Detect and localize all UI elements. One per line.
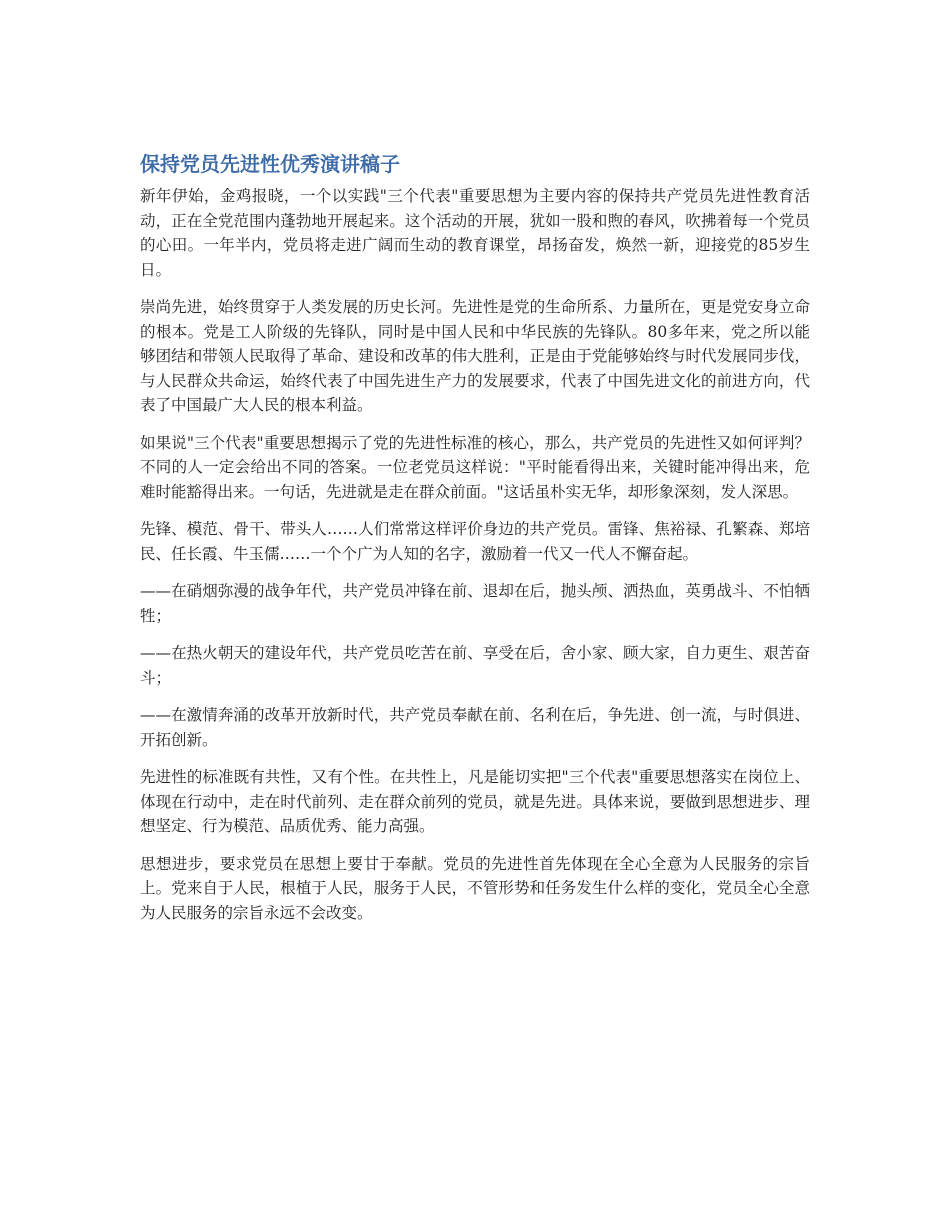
paragraph-reform-era: ——在激情奔涌的改革开放新时代，共产党员奉献在前、名利在后，争先进、创一流，与时俱进、开拓创新。: [140, 706, 810, 749]
paragraph-intro: 新年伊始，金鸡报晓，一个以实践"三个代表"重要思想为主要内容的保持共产党员先进性教育活动，正在全党范围内蓬勃地开展起来。这个活动的开展，犹如一股和煦的春风，吹拂着每一个党员的心田。一年半内，党员将走进广阔而生动的教育课堂，昂扬奋发，焕然一新，迎接党的85岁生日。: [140, 187, 810, 279]
document-title: 保持党员先进性优秀演讲稿子: [140, 152, 400, 176]
paragraph-evaluation: 如果说"三个代表"重要思想揭示了党的先进性标准的核心，那么，共产党员的先进性又如何评判？不同的人一定会给出不同的答案。一位老党员这样说："平时能看得出来，关键时能冲得出来，危难时能豁得出来。一句话，先进就是走在群众前面。"这话虽朴实无华，却形象深刻，发人深思。: [140, 433, 810, 501]
paragraph-ideological-progress: 思想进步，要求党员在思想上要甘于奉献。党员的先进性首先体现在全心全意为人民服务的宗旨上。党来自于人民，根植于人民，服务于人民，不管形势和任务发生什么样的变化，党员全心全意为人民服务的宗旨永远不会改变。: [140, 854, 810, 922]
paragraph-standards: 先进性的标准既有共性，又有个性。在共性上，凡是能切实把"三个代表"重要思想落实在岗位上、体现在行动中，走在时代前列、走在群众前列的党员，就是先进。具体来说，要做到思想进步、理想坚定、行为模范、品质优秀、能力高强。: [140, 768, 810, 835]
paragraph-role-models: 先锋、模范、骨干、带头人……人们常常这样评价身边的共产党员。雷锋、焦裕禄、孔繁森、郑培民、任长霞、牛玉儒……一个个广为人知的名字，激励着一代又一代人不懈奋起。: [140, 520, 810, 563]
paragraph-advanced-nature: 崇尚先进，始终贯穿于人类发展的历史长河。先进性是党的生命所系、力量所在，更是党安身立命的根本。党是工人阶级的先锋队，同时是中国人民和中华民族的先锋队。80多年来，党之所以能够团结和带领人民取得了革命、建设和改革的伟大胜利，正是由于党能够始终与时代发展同步伐，与人民群众共命运，始终代表了中国先进生产力的发展要求，代表了中国先进文化的前进方向，代表了中国最广大人民的根本利益。: [140, 298, 810, 414]
paragraph-construction-era: ——在热火朝天的建设年代，共产党员吃苦在前、享受在后，舍小家、顾大家，自力更生、艰苦奋斗；: [140, 644, 810, 687]
document-body: [140, 150, 810, 938]
paragraph-war-era: ——在硝烟弥漫的战争年代，共产党员冲锋在前、退却在后，抛头颅、洒热血，英勇战斗、不怕牺牲；: [140, 582, 810, 625]
